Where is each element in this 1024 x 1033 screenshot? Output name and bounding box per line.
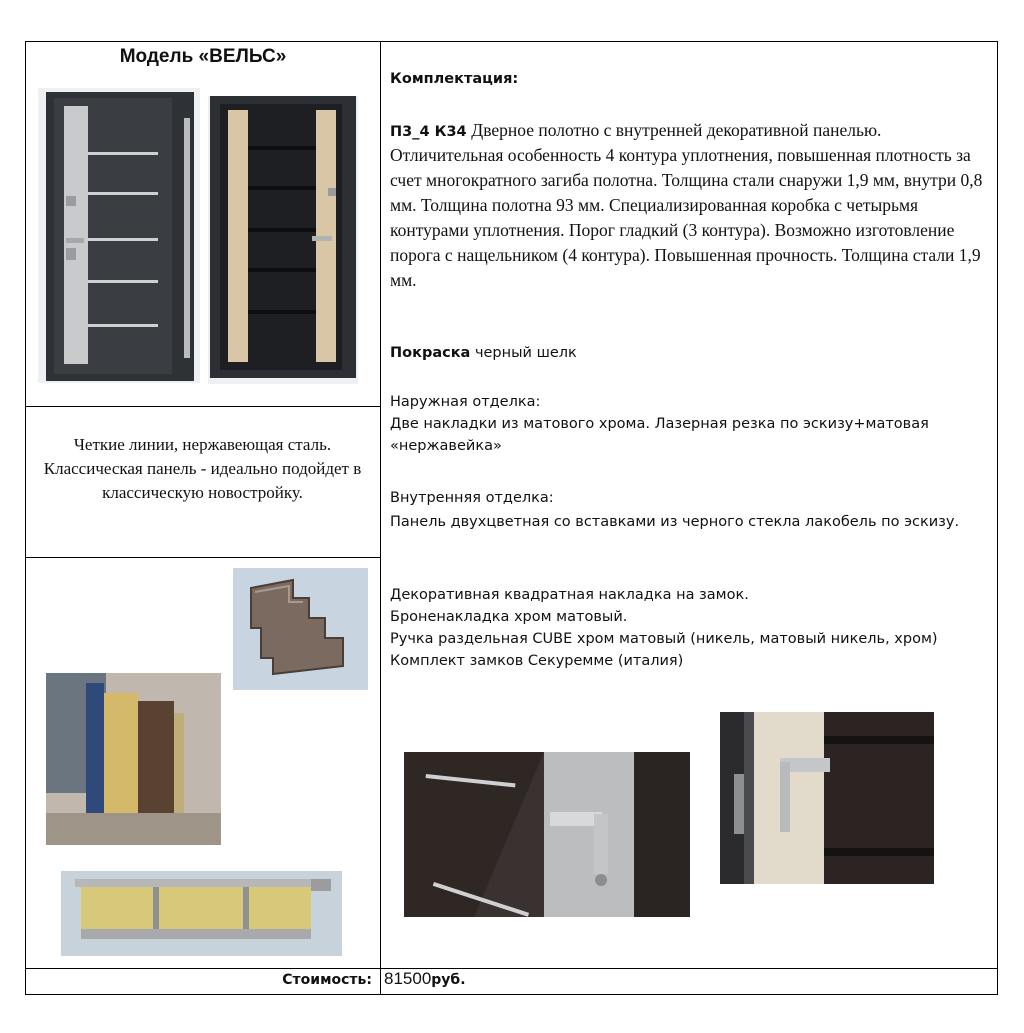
outer-heading: Наружная отделка: bbox=[390, 394, 541, 410]
extra-item: Декоративная квадратная накладка на замок. bbox=[390, 587, 749, 603]
model-title: Модель «ВЕЛЬС» bbox=[119, 46, 287, 67]
paint-line bbox=[390, 342, 990, 364]
outer-text: Две накладки из матового хрома. Лазерная резка по эскизу+матовая «нержавейка» bbox=[390, 416, 929, 454]
door-exterior-image bbox=[38, 88, 200, 383]
door-interior-image bbox=[208, 96, 358, 384]
handle-photo bbox=[404, 752, 690, 917]
extra-item: Комплект замков Секуремме (италия) bbox=[390, 653, 684, 669]
product-code: П3_4 К34 bbox=[390, 124, 467, 140]
extras-list bbox=[390, 584, 990, 672]
cost-currency: руб. bbox=[431, 972, 466, 988]
slogan-text: Четкие линии, нержавеющая сталь. Классическая панель - идеально подойдет в классическую новостройку. bbox=[43, 435, 362, 502]
cost-row-divider bbox=[25, 968, 998, 969]
inner-text: Панель двухцветная со вставками из черного стекла лакобель по эскизу. bbox=[390, 514, 960, 530]
inner-heading: Внутренняя отделка: bbox=[390, 490, 554, 506]
main-text: Дверное полотно с внутренней декоративной панелью. Отличительная особенность 4 контура уплотнения, повышенная плотность за счет многократного загиба полотна. Толщина стали снаружи 1,9 мм, внутри 0,8 мм. Толщина полотна 93 мм. Специализированная коробка с четырьмя контурами уплотнения. Порог гладкий (3 контура). Возможно изготовление порога с нащельником (4 контура). Повышенная прочность. Толщина стали 1,9 мм. bbox=[390, 120, 983, 290]
paint-value: черный шелк bbox=[474, 345, 577, 361]
column-divider bbox=[380, 41, 381, 995]
extra-item: Ручка раздельная CUBE хром матовый (никель, матовый никель, хром) bbox=[390, 631, 938, 647]
extra-item: Броненакладка хром матовый. bbox=[390, 609, 628, 625]
door-cutaway-image bbox=[46, 673, 221, 845]
cost-value: 81500 bbox=[384, 969, 432, 988]
lock-photo bbox=[720, 712, 934, 884]
cost-value-line bbox=[384, 969, 466, 989]
paint-label: Покраска bbox=[390, 345, 471, 361]
row-divider-2 bbox=[25, 557, 381, 558]
frame-profile-image bbox=[233, 568, 368, 690]
cross-section-image bbox=[61, 871, 342, 956]
row-divider-1 bbox=[25, 406, 381, 407]
kit-heading: Комплектация: bbox=[390, 71, 519, 87]
main-description bbox=[390, 118, 990, 293]
cost-label: Стоимость: bbox=[282, 972, 372, 988]
